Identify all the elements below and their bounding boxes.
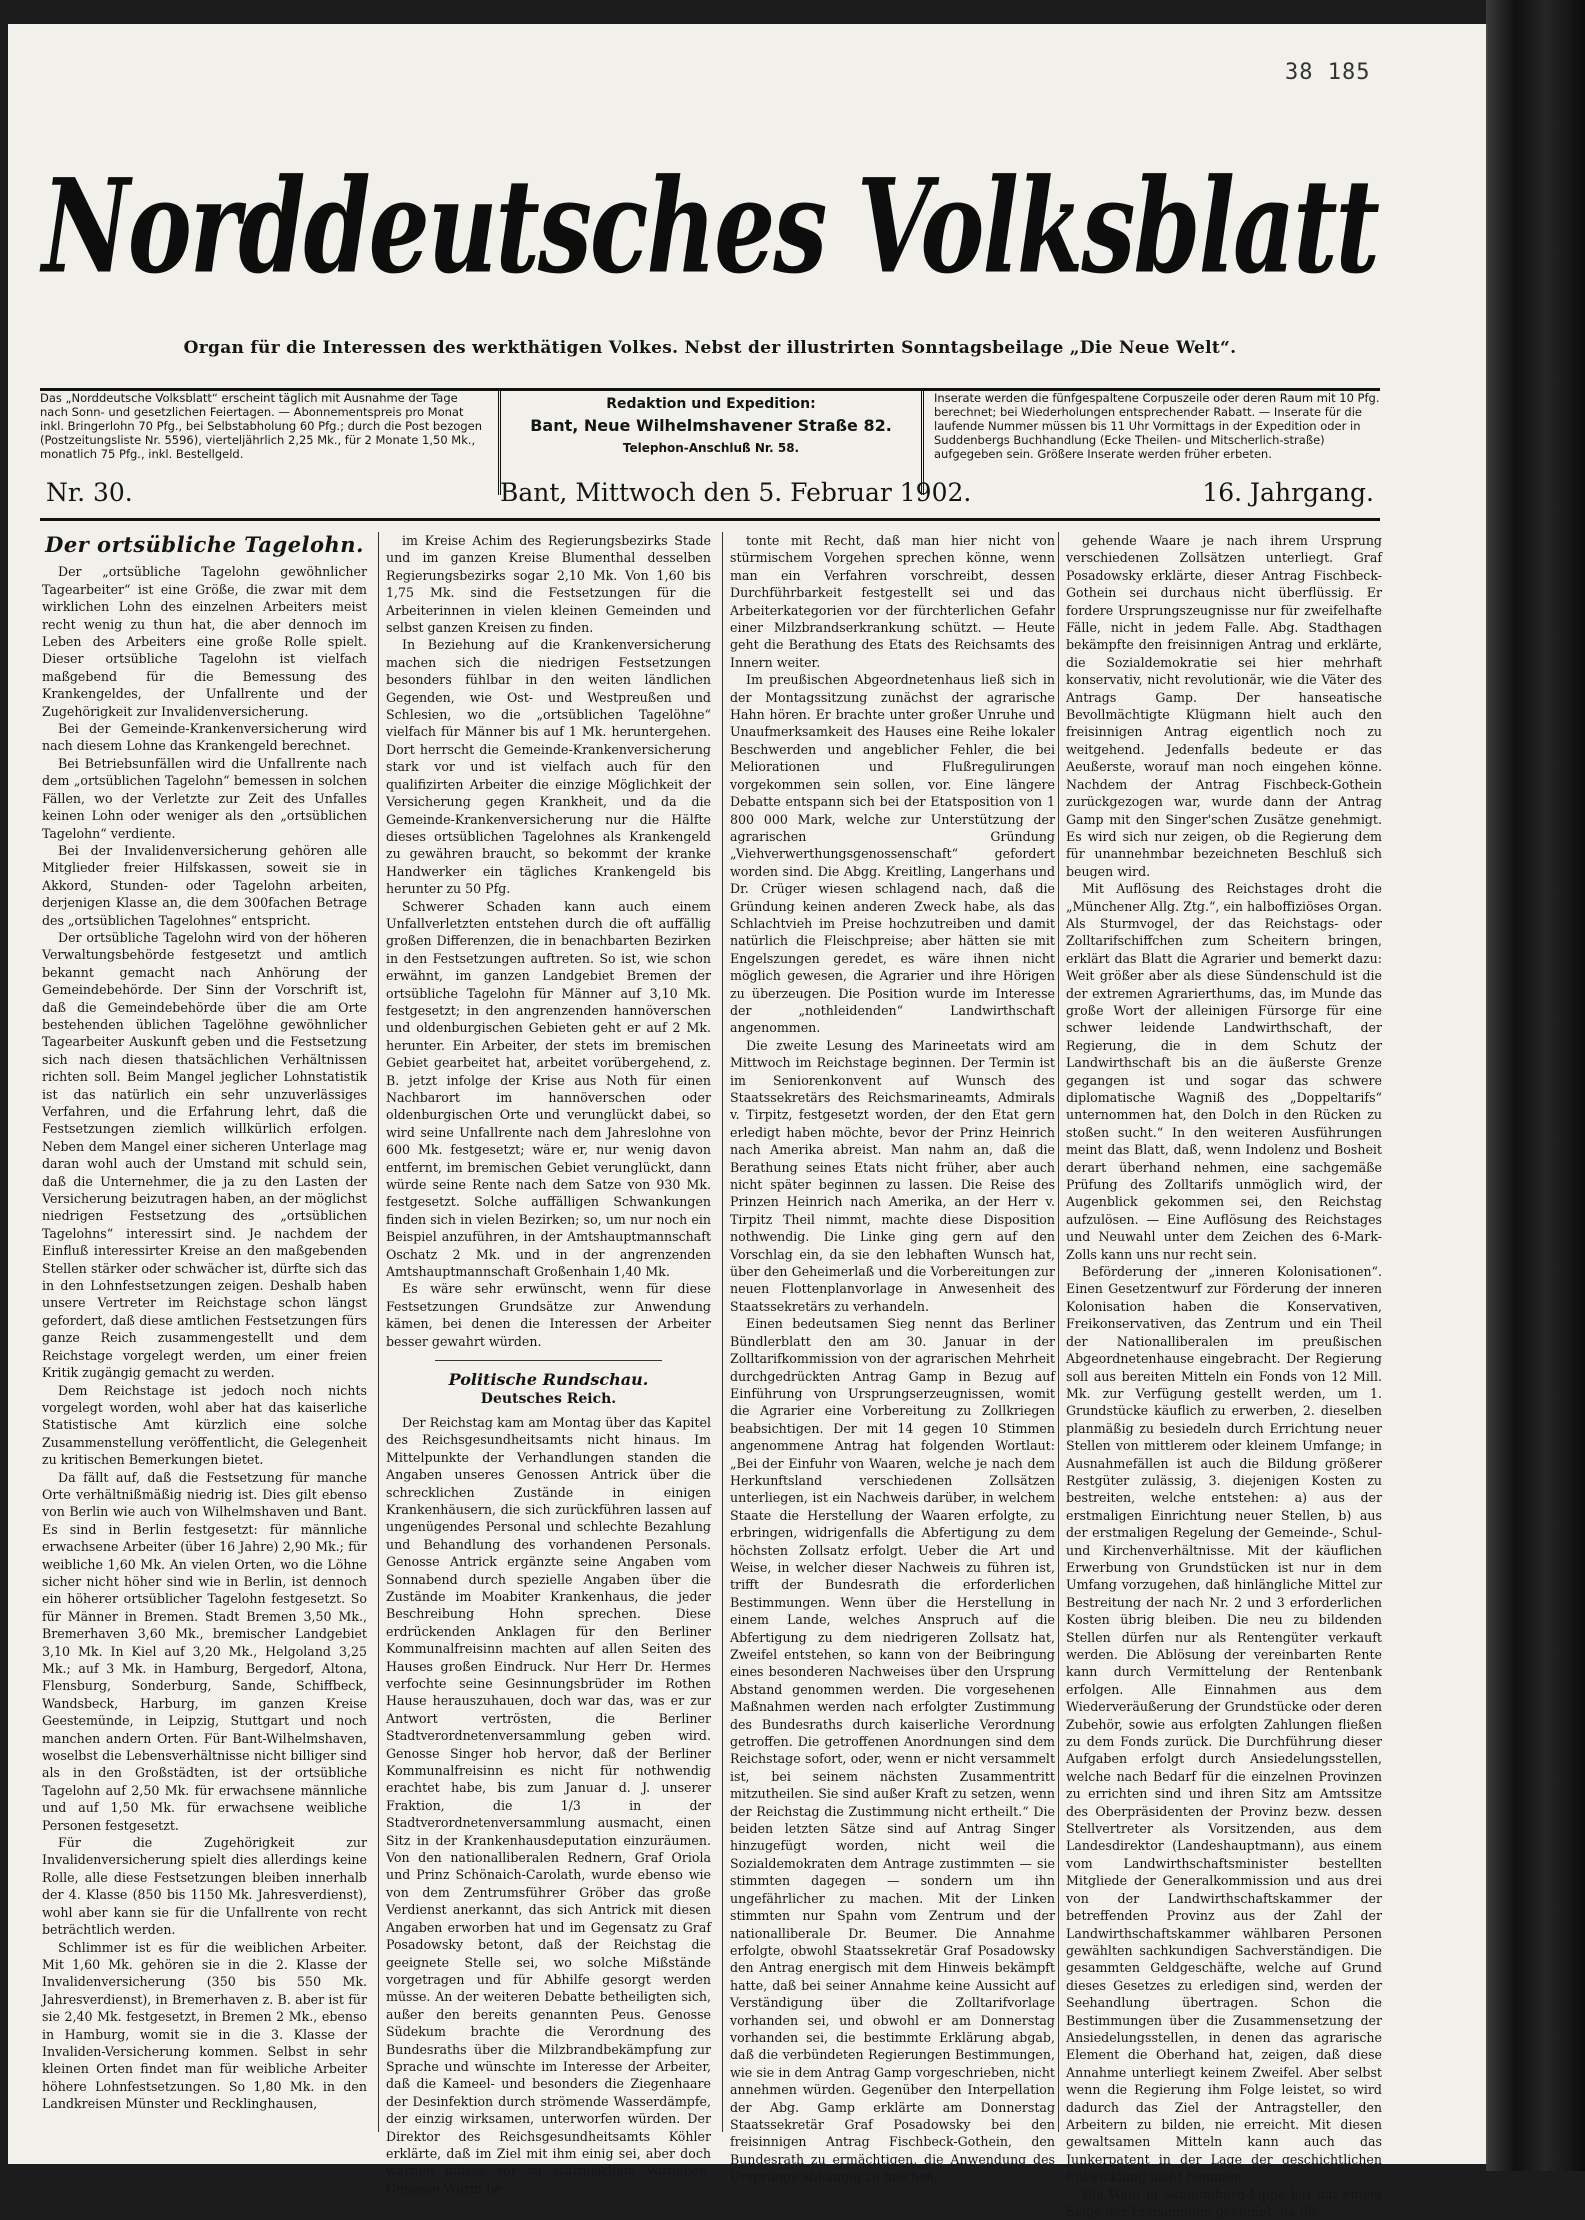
paragraph: Mit Auflösung des Reichstages droht die „Münchener Allg. Ztg.“, ein halboffiziöses Organ. Als Sturmvogel, der das Reichstags- oder Zolltarifschiffchen zum Scheitern bringen, erklärt das Blatt die Agrarier und bemerkt dazu: Weit größer aber als diese Sündenschuld ist die der extremen Agrarierthums, das, im Munde das große Wort der alleinigen Fürsorge für eine schwer leidende Landwirthschaft, der Regierung, die in dem Schutz der Landwirthschaft bis an die äußerste Grenze gegangen ist und sogar das schwere diplomatische Wagniß des „Doppeltarifs“ unternommen hat, den Dolch in den Rücken zu stoßen sucht.“ In den weiteren Ausführungen meint das Blatt, daß, wenn Indolenz und Bosheit derart überhand nehmen, eine sachgemäße Prüfung des Zolltarifs unmöglich wird, der Augenblick gekommen sei, den Reichstag aufzulösen. — Eine Auflösung des Reichstages und Neuwahl unter dem Zeichen des 6-Mark-Zolls kann uns nur recht sein. — [1066, 881, 1382, 1262]
column-3 — [730, 532, 1055, 2185]
masthead-title: Norddeutsches Volksblatt — [42, 150, 1378, 303]
paragraph: Die Wahl in Schaumburg-Lippe hat mit einem Siege der Freisinnigen geendigt, da die — [1066, 2186, 1382, 2219]
paragraph: Bei Betriebsunfällen wird die Unfallrente nach dem „ortsüblichen Tagelohn“ bemessen in solchen Fällen, wo der Verletzte zur Zeit des Unfalles keinen Lohn oder weniger als den „ortsüblichen Tagelohn“ verdiente. — [42, 755, 367, 841]
paragraph: Der ortsübliche Tagelohn wird von der höheren Verwaltungsbehörde festgesetzt und amtlich bekannt gemacht nach Anhörung der Gemeindebehörde. Der Sinn der Vorschrift ist, daß die Gemeindebehörde über die am Orte bestehenden üblichen Tagelöhne gewöhnlicher Tagearbeiter Auskunft geben und die Festsetzung sich nach diesen thatsächlichen Verhältnissen richten soll. Beim Mangel jeglicher Lohnstatistik ist das natürlich ein sehr unzuverlässiges Verfahren, und die Erfahrung lehrt, daß die Festsetzungen ziemlich willkürlich erfolgen. Neben dem Mangel einer sicheren Unterlage mag daran wohl auch der Umstand mit schuld sein, daß die Unternehmer, die ja zu den Lasten der Versicherung beizutragen haben, an der möglichst niedrigen Festsetzung des „ortsüblichen Tagelohns“ interessirt sind. Je nachdem der Einfluß interessirter Kreise an den maßgebenden Stellen stärker oder schwächer ist, dürfte sich das in den Lohnfestsetzungen zeigen. Deshalb haben unsere Vertreter im Reichstage schon längst gefordert, daß diese amtlichen Festsetzungen fürs ganze Reich zusammengestellt und dem Reichstage vorgelegt werden, um einer freien Kritik zugängig gemacht zu werden. — [42, 929, 367, 1381]
issue-number: Nr. 30. — [46, 478, 133, 507]
paragraph: Dem Reichstage ist jedoch noch nichts vorgelegt worden, wohl aber hat das kaiserliche Statistische Amt kürzlich eine solche Zusammenstellung veröffentlicht, die Gelegenheit zu kritischen Bemerkungen bietet. — [42, 1382, 367, 1468]
paragraph: In Beziehung auf die Krankenversicherung machen sich die niedrigen Festsetzungen besonders fühlbar in den weiten ländlichen Gegenden, wie Ost- und Westpreußen und Schlesien, wo die „ortsüblichen Tagelöhne“ vielfach für Männer bis auf 1 Mk. heruntergehen. Dort herrscht die Gemeinde-Krankenversicherung stark vor und ist vielfach auch für den qualifizirten Arbeiter die einzige Möglichkeit der Versicherung gegen Krankheit, und da die Gemeinde-Krankenversicherung nur die Hälfte dieses ortsüblichen Tagelohnes als Krankengeld zu gewähren braucht, so bekommt der kranke Handwerker ein tägliches Krankengeld bis herunter zu 50 Pfg. — [386, 637, 711, 897]
paragraph: Im preußischen Abgeordnetenhaus ließ sich in der Montagssitzung zunächst der agrarische Hahn hören. Er brachte unter großer Unruhe und Unaufmerksamkeit des Hauses eine Reihe lokaler Beschwerden und angeblicher Fehler, die bei Meliorationen und Flußregulirungen vorgekommen sein sollen, vor. Eine längere Debatte entspann sich bei der Etatsposition von 1 800 000 Mark, welche zur Unterstützung der agrarischen Gründung „Viehverwerthungsgenossenschaft“ gefordert worden sind. Die Abgg. Kreitling, Langerhans und Dr. Crüger wiesen schlagend nach, daß die Gründung keinen anderen Zweck habe, als das Schlachtvieh im Preise hochzutreiben und damit natürlich die Fleischpreise; aber hätten sie mit Engelszungen geredet, es wäre ihnen nicht möglich gewesen, die Agrarier und ihre Hörigen zu überzeugen. Die Position wurde im Interesse der „nothleidenden“ Landwirthschaft angenommen. — [730, 672, 1055, 1036]
editorial-title: Redaktion und Expedition: — [606, 396, 816, 412]
column-2 — [386, 532, 711, 2196]
issue-volume: 16. Jahrgang. — [1202, 478, 1374, 507]
paragraph: Der „ortsübliche Tagelohn gewöhnlicher Tagearbeiter“ ist eine Größe, die zwar mit dem wirklichen Lohn des einzelnen Arbeiters meist recht wenig zu thun hat, die aber dennoch im Leben des Arbeiters eine große Rolle spielt. Dieser ortsübliche Tagelohn ist vielfach maßgebend für die Bemessung des Krankengeldes, der Unfallrente und der Zugehörigkeit zur Invalidenversicherung. — [42, 564, 367, 719]
paragraph: Bei der Invalidenversicherung gehören alle Mitglieder freier Hilfskassen, soweit sie in Akkord, Stunden- oder Tagelohn arbeiten, derjenigen Klasse an, die dem 300fachen Betrage des „ortsüblichen Tagelohnes“ entspricht. — [42, 842, 367, 928]
paragraph: im Kreise Achim des Regierungsbezirks Stade und im ganzen Kreise Blumenthal desselben Regierungsbezirks sogar 2,10 Mk. Von 1,60 bis 1,75 Mk. sind die Festsetzungen für die Arbeiterinnen in vielen kleinen Gemeinden und selbst ganzen Kreisen zu finden. — [386, 533, 711, 636]
column-divider — [722, 532, 723, 2132]
article-heading: Der ortsübliche Tagelohn. — [45, 532, 364, 557]
issue-dateline: Bant, Mittwoch den 5. Februar 1902. — [500, 478, 972, 507]
masthead-subtitle: Organ für die Interessen des werkthätigen Volkes. Nebst der illustrirten Sonntagsbeilage „Die Neue Welt“. — [183, 338, 1237, 358]
section-subtitle: Deutsches Reich. — [480, 1390, 617, 1407]
subscription-info: Das „Norddeutsche Volksblatt“ erscheint täglich mit Ausnahme der Tage nach Sonn- und gesetzlichen Feiertagen. — Abonnementspreis pro Monat inkl. Bringerlohn 70 Pfg., bei Selbstabholung 60 Pfg.; durch die Post bezogen (Postzeitungsliste Nr. 5596), vierteljährlich 2,25 Mk., für 2 Monate 1,50 Mk., monatlich 75 Pfg., inkl. Bestellgeld. — [40, 391, 482, 461]
issue-rule — [40, 518, 1380, 521]
paragraph: Die zweite Lesung des Marineetats wird am Mittwoch im Reichstage beginnen. Der Termin ist im Seniorenkonvent auf Wunsch des Staatssekretärs des Reichsmarineamts, Admirals v. Tirpitz, festgesetzt worden, der den Etat gern erledigt haben möchte, bevor der Prinz Heinrich nach Amerika abreist. Man nahm an, daß die Berathung seines Etats nicht früher, aber auch nicht später beginnen zu lassen. Die Reise des Prinzen Heinrich nach Amerika, an der Herr v. Tirpitz Theil nimmt, machte diese Disposition nothwendig. Die Linke ging gern auf den Vorschlag ein, da sie den lebhaften Wunsch hat, über den Geheimerlaß und die Vorbereitungen zur neuen Flottenplanvorlage in Anwesenheit des Staatssekretärs zu verhandeln. — [730, 1037, 1055, 1314]
column-4 — [1066, 532, 1382, 2219]
section-divider — [435, 1360, 663, 1361]
paragraph: Einen bedeutsamen Sieg nennt das Berliner Bündlerblatt den am 30. Januar in der Zolltarifkommission von der agrarischen Mehrheit durchgedrückten Antrag Gamp in Bezug auf Einführung von Ursprungserzeugnissen, womit die Agrarier eine Vorbereitung zu Zollkriegen beabsichtigen. Der mit 14 gegen 10 Stimmen angenommene Antrag hat folgenden Wortlaut: „Bei der Einfuhr von Waaren, welche je nach dem Herkunftsland verschiedenen Zollsätzen unterliegen, ist ein Nachweis darüber, in welchem Staate die Herstellung der Waaren erfolgte, zu erbringen, widrigenfalls die Abfertigung zu dem höchsten Zollsatz erfolgt. Ueber die Art und Weise, in welcher dieser Nachweis zu führen ist, trifft der Bundesrath die erforderlichen Bestimmungen. Wenn über die Herstellung in einem Lande, welches Anspruch auf die Abfertigung zu dem niedrigeren Zollsatz hat, Zweifel entstehen, so kann von der Beibringung eines besonderen Nachweises über den Ursprung Abstand genommen werden. Die vorgesehenen Maßnahmen werden nach erfolgter Zustimmung des Bundesraths durch kaiserliche Verordnung getroffen. Die getroffenen Anordnungen sind dem Reichstage sofort, oder, wenn er nicht versammelt ist, bei seinem nächsten Zusammentritt mitzutheilen. Sie sind außer Kraft zu setzen, wenn der Reichstag die Zustimmung nicht ertheilt.“ Die beiden letzten Sätze sind auf Antrag Singer hinzugefügt worden, nicht weil die Sozialdemokraten dem Antrage zustimmten — sie stimmten dagegen — sondern um ihn ungefährlicher zu machen. Mit der Linken stimmten nur Spahn vom Zentrum und der nationalliberale Dr. Beumer. Die Annahme erfolgte, obwohl Staatssekretär Graf Posadowsky den Antrag energisch mit dem Hinweis bekämpft hatte, daß bei seiner Annahme keine Aussicht auf Verständigung über die Zolltarifvorlage vorhanden sei, und obwohl er am Donnerstag vorhanden sei, die bestimmte Erklärung abgab, daß die verbündeten Regierungen Bestimmungen, wie sie in dem Antrag Gamp vorgeschrieben, nicht annehmen würden. Gegenüber den Interpellation der Abg. Gamp erklärte am Donnerstag Staatssekretär Graf Posadowsky bei den freisinnigen Antrag Fischbeck-Gothein, den Bundesrath zu ermächtigen, die Anwendung des Ursprungs abhängig zu machen, — [730, 1316, 1055, 2185]
editorial-phone: Telephon-Anschluß Nr. 58. — [622, 441, 800, 455]
column-divider — [1058, 532, 1059, 2132]
paragraph: Da fällt auf, daß die Festsetzung für manche Orte verhältnißmäßig niedrig ist. Dies gilt ebenso von Berlin wie auch von Wilhelmshaven und Bant. Es sind in Berlin festgesetzt: für männliche erwachsene Arbeiter (über 16 Jahre) 2,90 Mk.; für weibliche 1,60 Mk. An vielen Orten, wo die Löhne sicher nicht höher sind wie in Berlin, ist dennoch ein höherer ortsüblicher Tagelohn festgesetzt. So für Männer in Bremen. Stadt Bremen 3,50 Mk., Bremerhaven 3,60 Mk., bremischer Landgebiet 3,10 Mk. In Kiel auf 3,20 Mk., Helgoland 3,25 Mk.; auf 3 Mk. in Hamburg, Bergedorf, Altona, Flensburg, Sonderburg, Sande, Schiffbeck, Wandsbeck, Harburg, im ganzen Kreise Geestemünde, in Leipzig, Stuttgart und noch manchen andern Orten. Für Bant-Wilhelmshaven, woselbst die Lebensverhältnisse nicht billiger sind als in den Großstädten, ist der ortsübliche Tagelohn auf 2,50 Mk. für erwachsene männliche und auf 1,50 Mk. für erwachsene weibliche Personen festgesetzt. — [42, 1469, 367, 1833]
paragraph: tonte mit Recht, daß man hier nicht von stürmischem Vorgehen sprechen könne, wenn man ein Verfahren vorschreibt, dessen Durchführbarkeit festgestellt sei und das Arbeiterkategorien vor der fürchterlichen Gefahr einer Milzbrandserkrankung schützt. — Heute geht die Berathung des Etats des Reichsamts des Innern weiter. — [730, 533, 1055, 670]
column-divider — [378, 532, 379, 2132]
paragraph: Für die Zugehörigkeit zur Invalidenversicherung spielt dies allerdings keine Rolle, alle diese Festsetzungen bleiben innerhalb der 4. Klasse (850 bis 1150 Mk. Jahresverdienst), wohl aber kann sie für die Unfallrente von recht beträchtlich werden. — [42, 1835, 367, 1938]
paragraph: Schlimmer ist es für die weiblichen Arbeiter. Mit 1,60 Mk. gehören sie in die 2. Klasse der Invalidenversicherung (350 bis 550 Mk. Jahresverdienst), in Bremerhaven z. B. aber ist für sie 2,40 Mk. festgesetzt, in Bremen 2 Mk., ebenso in Hamburg, womit sie in die 3. Klasse der Invaliden-Versicherung kommen. Selbst in sehr kleinen Orten findet man für weibliche Arbeiter höhere Lohnfestsetzungen. So 1,80 Mk. in den Landkreisen Münster und Recklinghausen, — [42, 1939, 367, 2112]
section-title: Politische Rundschau. — [448, 1370, 649, 1390]
paragraph: Beförderung der „inneren Kolonisationen“. Einen Gesetzentwurf zur Förderung der inneren Kolonisation haben die Konservativen, Freikonservativen, das Zentrum und ein Theil der Nationalliberalen im preußischen Abgeordnetenhause eingebracht. Der Regierung soll aus bereiten Mitteln ein Fonds von 12 Mill. Mk. zur Verfügung gestellt werden, um 1. Grundstücke käuflich zu erwerben, 2. dieselben planmäßig zu besiedeln durch Errichtung neuer Stellen von mittlerem oder kleinem Umfange; in Ausnahmefällen ist auch die Bildung größerer Restgüter zulässig, 3. diejenigen Kosten zu bestreiten, welche entstehen: a) aus der erstmaligen Einrichtung neuer Stellen, b) aus der erstmaligen Regelung der Gemeinde-, Schul- und Kirchenverhältnisse. Mit der käuflichen Erwerbung von Grundstücken ist nur in dem Umfang vorzugehen, daß hinlängliche Mittel zur Bestreitung der nach Nr. 2 und 3 erforderlichen Kosten übrig bleiben. Die neu zu bildenden Stellen dürfen nur als Rentengüter verkauft werden. Die Ablösung der vereinbarten Rente kann durch Vermittelung der Rentenbank erfolgen. Alle Einnahmen aus dem Wiederveräußerung der Grundstücke oder deren Zubehör, sowie aus erfolgten Zahlungen fließen zu dem Fonds zurück. Die Durchführung dieser Aufgaben erfolgt durch Ansiedelungsstellen, welche nach Bedarf für die einzelnen Provinzen zu errichten sind und ihren Sitz am Amtssitze des Oberpräsidenten der Provinz bezw. dessen Stellvertreter als Vorsitzenden, aus dem Landesdirektor (Landeshauptmann), aus einem vom Landwirthschaftsminister bestellten Mitgliede der Generalkommission und aus drei von der Landwirthschaftskammer der betreffenden Provinz aus der Zahl der Landwirthschaftskammer wählbaren Personen gewählten sachkundigen Sachverständigen. Die gesammten Geldgeschäfte, welche auf Grund dieses Gesetzes zu erledigen sind, werden der Seehandlung übertragen. Schon die Bestimmungen über die Zusammensetzung der Ansiedelungsstellen, in denen das agrarische Element die Oberhand hat, zeigen, daß diese Annahme unterliegt keinem Zweifel. Aber selbst wenn die Regierung ihm Folge leistet, so wird dadurch das Ziel der Antragsteller, den Arbeitern zu bilden, nie erreicht. Mit diesen gewaltsamen Mitteln kann auch das Junkerpatent in der Lage der geschichtlichen Entwicklung nicht hemmen. — [1066, 1264, 1382, 2185]
paragraph: Der Reichstag kam am Montag über das Kapitel des Reichsgesundheitsamts nicht hinaus. Im Mittelpunkte der Verhandlungen standen die Angaben unseres Genossen Antrick über die schrecklichen Zustände in einigen Krankenhäusern, die sich zurückführen lassen auf ungenügendes Personal und schlechte Bezahlung und Behandlung des vorhandenen Personals. Genosse Antrick ergänzte seine Angaben vom Sonnabend durch spezielle Angaben über die Zustände im Moabiter Krankenhaus, die jeder Beschreibung Hohn sprechen. Diese erdrückenden Anklagen für den Berliner Kommunalfreisinn machten auf allen Seiten des Hauses großen Eindruck. Nur Herr Dr. Hermes verfochte seine Gesinnungsbrüder im Rothen Hause herauszuhauen, doch war das, was er zur Antwort vertrösten, die Berliner Stadtverordnetenversammlung geben wird. Genosse Singer hob hervor, daß der Berliner Kommunalfreisinn es nicht für nothwendig erachtet habe, bis zum Januar d. J. unserer Fraktion, die 1/3 in der Stadtverordnetenversammlung ausmacht, einen Sitz in der Krankenhausdeputation einzuräumen. Von den nationalliberalen Rednern, Graf Oriola und Prinz Schönaich-Carolath, wurde ebenso wie von dem Zentrumsführer Gröber das große Verdienst anerkannt, das sich Antrick mit diesen Angaben erworben hat und im Gegensatz zu Graf Posadowsky betont, daß der Reichstag die geeignete Stelle sei, wo solche Mißstände vorgetragen und für Abhilfe gesorgt werden müsse. An der weiteren Debatte betheiligten sich, außer den bereits genannten Peus. Genosse Südekum brachte die Verordnung des Bundesraths über die Milzbrandbekämpfung zur Sprache und wünschte im Interesse der Arbeiter, daß die Kameel- und besonders die Ziegenhaare der Desinfektion durch strömende Wasserdämpfe, der einzig wirksamen, unterworfen würden. Der Direktor des Reichsgesundheitsamts Köhler erklärte, daß im Ziel mit ihm einig sei, aber doch warnen müsse vor zu stürmischem Vorgehen. Genosse Wurm be- — [386, 1414, 711, 2196]
issue-line — [40, 478, 1380, 514]
paragraph: Schwerer Schaden kann auch einem Unfallverletzten entstehen durch die oft auffällig großen Differenzen, die in benachbarten Bezirken in den Festsetzungen auftreten. So ist, wie schon erwähnt, im ganzen Landgebiet Bremen der ortsübliche Tagelohn für Männer auf 3,10 Mk. festgesetzt; in den angrenzenden hannöverschen und oldenburgischen Gebieten geht er auf 2 Mk. herunter. Ein Arbeiter, der stets im bremischen Gebiet gearbeitet hat, arbeitet vorübergehend, z. B. jetzt infolge der Krise aus Noth für einen Nachbarort im hannöverschen oder oldenburgischen Orte und verunglückt dabei, so wird seine Unfallrente nach dem Jahreslohne von 600 Mk. festgesetzt; wäre er, nur wenig davon entfernt, im bremischen Gebiet verunglückt, dann würde seine Rente nach dem Satze von 930 Mk. festgesetzt. Solche auffälligen Schwankungen finden sich in vielen Bezirken; so, um nur noch ein Beispiel anzuführen, in der Amtshauptmannschaft Oschatz 2 Mk. und in der angrenzenden Amtshauptmannschaft Großenhain 1,40 Mk. — [386, 898, 711, 1280]
paragraph: Bei der Gemeinde-Krankenversicherung wird nach diesem Lohne das Krankengeld berechnet. — [42, 721, 367, 754]
advert-info: Inserate werden die fünfgespaltene Corpuszeile oder deren Raum mit 10 Pfg. berechnet; bei Wiederholungen entsprechender Rabatt. — Inserate für die laufende Nummer müssen bis 11 Uhr Vormittags in der Expedition oder in Suddenbergs Buchhandlung (Ecke Theilen- und Mitscherlich-straße) aufgegeben sein. Größere Inserate werden früher erbeten. — [934, 391, 1380, 461]
archive-stamp: 38 185 — [1285, 60, 1371, 85]
paragraph: Es wäre sehr erwünscht, wenn für diese Festsetzungen Grundsätze zur Anwendung kämen, bei denen die Interessen der Arbeiter besser gewahrt würden. — [386, 1281, 711, 1349]
column-1 — [42, 532, 367, 2132]
editorial-address: Bant, Neue Wilhelmshavener Straße 82. — [530, 416, 892, 435]
paragraph: gehende Waare je nach ihrem Ursprung verschiedenen Zollsätzen unterliegt. Graf Posadowsky erklärte, dieser Antrag Fischbeck-Gothein sei durchaus nicht überflüssig. Er fordere Ursprungszeugnisse nur für zweifelhafte Fälle, nicht in jedem Falle. Abg. Stadthagen bekämpfte den freisinnigen Antrag und erklärte, die Sozialdemokratie sei hier mehrhaft konservativ, nicht revolutionär, wie die Väter des Antrags Gamp. Der hanseatische Bevollmächtigte Klügmann hielt auch den freisinnigen Antrag eigentlich noch zu weitgehend. Jedenfalls bedeute er das Aeußerste, worauf man noch eingehen könne. Nachdem der Antrag Fischbeck-Gothein zurückgezogen war, wurde dann der Antrag Gamp mit den Singer'schen Zusätze genehmigt. Es wird sich nur zeigen, ob die Regierung dem für unannehmbar bezeichneten Beschluß sich beugen wird. — [1066, 533, 1382, 879]
book-spine — [1486, 0, 1585, 2171]
